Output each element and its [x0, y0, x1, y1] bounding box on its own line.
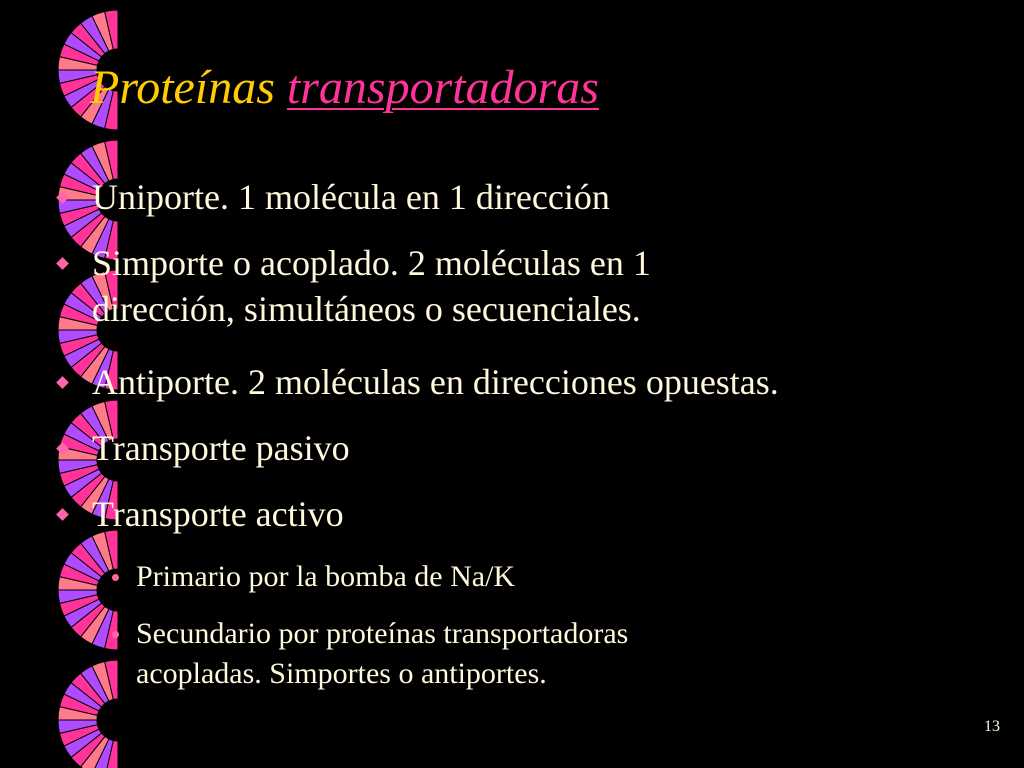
- subbullet-dot-icon: [112, 574, 119, 581]
- bullet-item: [92, 174, 610, 220]
- subbullet-line: acopladas. Simportes o antiportes.: [136, 657, 547, 690]
- subbullet-dot-icon: [112, 631, 119, 638]
- bullet-line: Simporte o acoplado. 2 moléculas en 1: [92, 243, 651, 283]
- bullet-line: Transporte activo: [92, 494, 344, 534]
- bullet-item: [92, 240, 651, 332]
- fan-icon: [58, 530, 118, 650]
- bullet-item: [92, 425, 350, 471]
- bullet-item: [92, 491, 344, 537]
- subbullet-item: [136, 614, 628, 694]
- bullet-line: dirección, simultáneos o secuenciales.: [92, 289, 641, 329]
- page-number: 13: [984, 718, 1000, 735]
- bullet-line: Uniporte. 1 molécula en 1 dirección: [92, 177, 610, 217]
- slide-title: [90, 62, 599, 115]
- title-part2: transportadoras: [286, 61, 599, 114]
- bullet-item: [92, 359, 779, 405]
- fan-icon: [58, 660, 118, 768]
- subbullet-line: Secundario por proteínas transportadoras: [136, 617, 629, 650]
- bullet-line: Transporte pasivo: [92, 428, 350, 468]
- bullet-line: Antiporte. 2 moléculas en direcciones opuestas.: [92, 362, 779, 402]
- title-part1: Proteínas: [90, 61, 275, 114]
- subbullet-item: [136, 557, 515, 597]
- subbullet-line: Primario por la bomba de Na/K: [136, 560, 516, 593]
